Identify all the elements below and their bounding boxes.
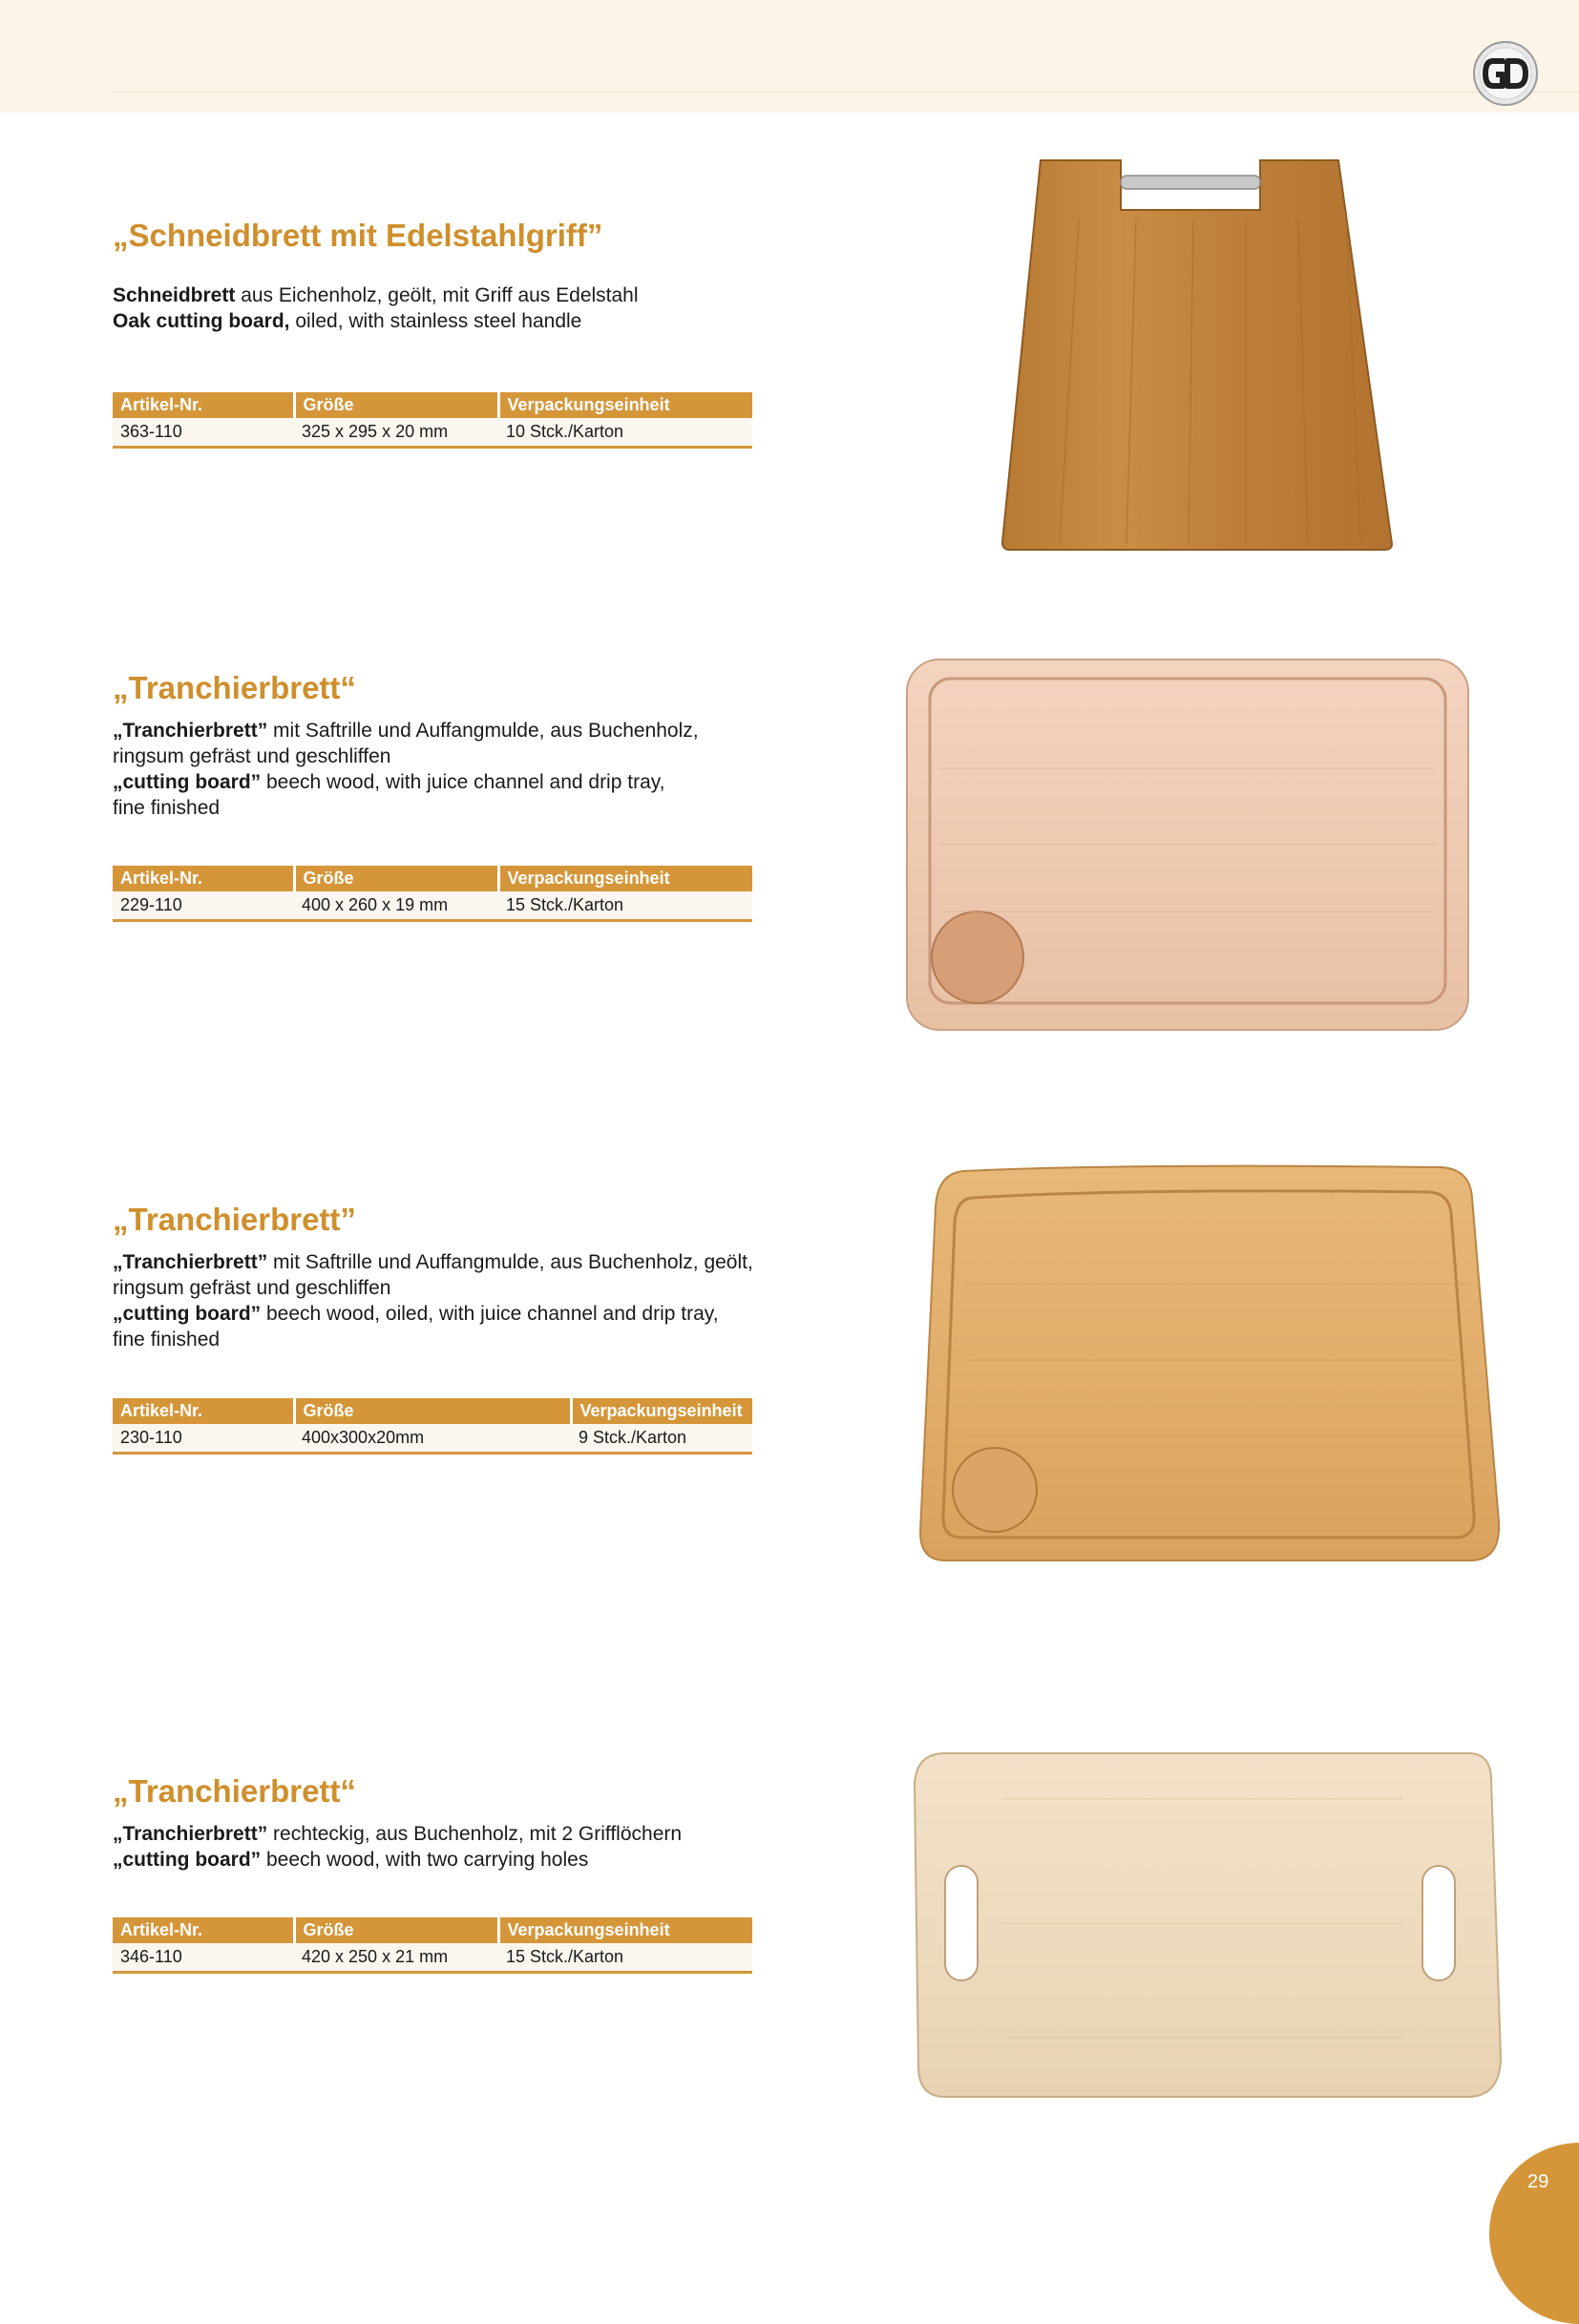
table-row — [113, 891, 752, 921]
product-section-2 — [113, 670, 781, 821]
header-size: Größe — [294, 1917, 498, 1943]
spec-table-4 — [113, 1917, 752, 1974]
spec-table-2 — [113, 866, 752, 922]
table-header-row — [113, 1917, 752, 1943]
cell-packaging: 10 Stck./Karton — [498, 418, 752, 448]
product-title: „Tranchierbrett“ — [113, 670, 356, 705]
beech-board-photo — [901, 654, 1474, 1036]
description-de: „Tranchierbrett” mit Saftrille und Auffangmulde, aus Buchenholz, geölt, — [113, 1251, 753, 1273]
header-size: Größe — [294, 392, 498, 418]
header-article-no: Artikel-Nr. — [113, 1917, 294, 1943]
product-section-1 — [113, 218, 781, 334]
description-en-line2: fine finished — [113, 797, 221, 819]
header-packaging: Verpackungseinheit — [498, 866, 752, 891]
handled-beech-board-photo — [907, 1742, 1508, 2104]
description-en: „cutting board” beech wood, with two carrying holes — [113, 1849, 589, 1871]
header-packaging: Verpackungseinheit — [498, 1917, 752, 1943]
cell-article-no: 229-110 — [113, 891, 294, 921]
cell-article-no: 230-110 — [113, 1424, 294, 1454]
cell-size: 420 x 250 x 21 mm — [294, 1943, 498, 1973]
table-row — [113, 1943, 752, 1973]
product-section-4 — [113, 1773, 781, 1873]
table-header-row — [113, 866, 752, 891]
cell-packaging: 15 Stck./Karton — [498, 1943, 752, 1973]
description-en: Oak cutting board, oiled, with stainless steel handle — [113, 310, 582, 332]
header-article-no: Artikel-Nr. — [113, 1398, 294, 1424]
cell-size: 400 x 260 x 19 mm — [294, 891, 498, 921]
cell-article-no: 346-110 — [113, 1943, 294, 1973]
spec-table-1 — [113, 392, 752, 449]
oak-board-photo — [993, 153, 1403, 554]
page-number: 29 — [1527, 2171, 1549, 2192]
description-de-line2: ringsum gefräst und geschliffen — [113, 745, 391, 767]
cell-size: 325 x 295 x 20 mm — [294, 418, 498, 448]
header-size: Größe — [294, 866, 498, 891]
cell-packaging: 15 Stck./Karton — [498, 891, 752, 921]
description-de: „Tranchierbrett” rechteckig, aus Buchenholz, mit 2 Grifflöchern — [113, 1823, 683, 1845]
header-rule — [113, 92, 1579, 93]
header-size: Größe — [294, 1398, 571, 1424]
description-en-line2: fine finished — [113, 1329, 221, 1350]
cell-size: 400x300x20mm — [294, 1424, 571, 1454]
header-article-no: Artikel-Nr. — [113, 392, 294, 418]
header-band — [0, 0, 1579, 113]
product-section-3 — [113, 1202, 781, 1352]
description-de: „Tranchierbrett” mit Saftrille und Auffangmulde, aus Buchenholz, — [113, 720, 699, 742]
oiled-beech-board-photo — [907, 1160, 1508, 1570]
description-en: „cutting board” beech wood, with juice channel and drip tray, — [113, 771, 665, 793]
description-de-line2: ringsum gefräst und geschliffen — [113, 1277, 391, 1299]
table-row — [113, 418, 752, 448]
table-header-row — [113, 392, 752, 418]
description-en: „cutting board” beech wood, oiled, with juice channel and drip tray, — [113, 1303, 719, 1325]
spec-table-3 — [113, 1398, 752, 1455]
brand-logo-icon — [1472, 40, 1539, 107]
header-article-no: Artikel-Nr. — [113, 866, 294, 891]
product-title: „Tranchierbrett” — [113, 1202, 356, 1237]
cell-packaging: 9 Stck./Karton — [571, 1424, 752, 1454]
cell-article-no: 363-110 — [113, 418, 294, 448]
table-header-row — [113, 1398, 752, 1424]
product-title: „Tranchierbrett“ — [113, 1773, 356, 1809]
table-row — [113, 1424, 752, 1454]
header-packaging: Verpackungseinheit — [498, 392, 752, 418]
product-title: „Schneidbrett mit Edelstahlgriff” — [113, 218, 603, 253]
page-number-badge — [1489, 2143, 1579, 2324]
description-de: Schneidbrett aus Eichenholz, geölt, mit Griff aus Edelstahl — [113, 284, 639, 306]
header-packaging: Verpackungseinheit — [571, 1398, 752, 1424]
